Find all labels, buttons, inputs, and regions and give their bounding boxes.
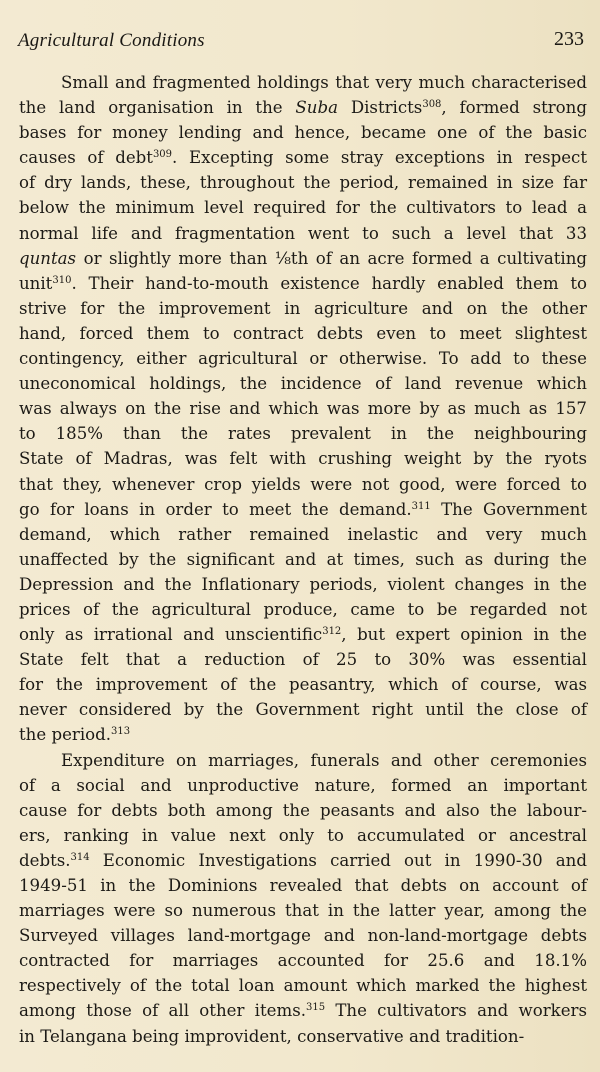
text-line xyxy=(19,572,587,597)
text-line xyxy=(19,271,587,296)
page-number: 233 xyxy=(554,28,584,50)
text-run: the period. xyxy=(19,725,112,745)
text-run: strive for the improvement in agriculture and on the other xyxy=(19,298,587,318)
text-line xyxy=(19,547,587,572)
text-run: only as irrational and unscientific xyxy=(19,625,323,645)
text-run: contingency, either agricultural or otherwise. To add to these xyxy=(19,349,587,369)
text-line xyxy=(19,898,587,923)
text-line xyxy=(19,798,587,823)
text-line xyxy=(19,472,587,497)
text-line xyxy=(19,848,587,873)
text-line xyxy=(19,296,587,321)
text-run: go for loans in order to meet the demand. xyxy=(19,499,412,519)
text-line xyxy=(19,773,587,798)
text-run: . Excepting some stray exceptions in respect xyxy=(172,148,588,168)
text-line xyxy=(19,346,587,371)
text-run: uneconomical holdings, the incidence of land revenue which xyxy=(19,374,587,394)
footnote-ref: 308 xyxy=(422,99,442,111)
text-line xyxy=(19,923,587,948)
text-run: causes of debt xyxy=(19,148,153,168)
text-run: to 185% than the rates prevalent in the neighbouring xyxy=(19,424,587,444)
text-run: State of Madras, was felt with crushing weight by the ryots xyxy=(19,449,587,469)
text-line xyxy=(19,371,587,396)
text-run: unit xyxy=(19,273,53,293)
text-run: bases for money lending and hence, became one of the basic xyxy=(19,123,587,143)
footnote-ref: 314 xyxy=(70,851,90,863)
text-line xyxy=(19,597,587,622)
text-run: the land organisation in the xyxy=(19,98,296,118)
text-run: cause for debts both among the peasants and also the labour- xyxy=(19,800,587,820)
italic-term: quntas xyxy=(19,248,77,268)
text-run: Small and fragmented holdings that very much characterised xyxy=(61,73,587,92)
text-run: The Government xyxy=(430,499,587,519)
text-run: of a social and unproductive nature, formed an important xyxy=(19,775,587,795)
text-line xyxy=(19,948,587,973)
text-run: debts. xyxy=(19,850,71,870)
text-line xyxy=(19,396,587,421)
text-run: . Their hand-to-mouth existence hardly enabled them to xyxy=(71,273,587,293)
text-run: , but expert opinion in the xyxy=(341,625,587,645)
text-run: State felt that a reduction of 25 to 30% was essential xyxy=(19,650,587,670)
text-run: demand, which rather remained inelastic and very much xyxy=(19,524,587,544)
footnote-ref: 309 xyxy=(152,149,173,161)
text-run: was always on the rise and which was more by as much as 157 xyxy=(19,399,587,419)
text-line xyxy=(19,522,587,547)
text-run: for the improvement of the peasantry, which of course, was xyxy=(19,675,587,695)
body-text xyxy=(19,70,587,1049)
footnote-ref: 315 xyxy=(305,1002,326,1014)
text-line xyxy=(19,497,587,522)
text-line xyxy=(19,823,587,848)
text-line xyxy=(19,221,587,246)
text-line xyxy=(19,421,587,446)
text-run: Districts xyxy=(338,98,423,118)
text-run: ers, ranking in value next only to accumulated or ancestral xyxy=(19,825,587,845)
text-line xyxy=(19,120,587,145)
text-run: in Telangana being improvident, conservative and tradition- xyxy=(19,1026,525,1046)
text-line xyxy=(19,973,587,998)
text-run: normal life and fragmentation went to such a level that 33 xyxy=(19,223,587,243)
text-line xyxy=(19,873,587,898)
text-line xyxy=(19,170,587,195)
text-run: The cultivators and workers xyxy=(325,1001,587,1021)
text-line xyxy=(19,998,587,1023)
text-line xyxy=(19,722,587,747)
text-run: never considered by the Government right until the close of xyxy=(19,700,587,720)
text-line xyxy=(19,195,587,220)
text-line xyxy=(19,748,587,773)
text-run: among those of all other items. xyxy=(19,1001,306,1021)
text-line xyxy=(19,1024,587,1049)
text-line xyxy=(19,697,587,722)
footnote-ref: 312 xyxy=(322,626,342,638)
text-run: marriages were so numerous that in the latter year, among the xyxy=(19,901,587,921)
text-run: of dry lands, these, throughout the period, remained in size far xyxy=(19,173,587,193)
text-run: below the minimum level required for the cultivators to lead a xyxy=(19,198,587,218)
text-line xyxy=(19,70,587,95)
text-run: that they, whenever crop yields were not good, were forced to xyxy=(19,474,587,494)
text-line xyxy=(19,622,587,647)
text-run: , formed strong xyxy=(441,98,587,118)
text-line xyxy=(19,95,587,120)
text-run: contracted for marriages accounted for 25.6 and 18.1% xyxy=(19,951,587,971)
text-line xyxy=(19,145,587,170)
text-run: respectively of the total loan amount which marked the highest xyxy=(19,976,587,996)
text-line xyxy=(19,647,587,672)
paragraph xyxy=(19,748,587,1049)
text-run: Economic Investigations carried out in 1990-30 and xyxy=(89,850,587,870)
page-header xyxy=(18,24,584,56)
footnote-ref: 310 xyxy=(52,274,72,286)
text-run: unaffected by the significant and at times, such as during the xyxy=(19,549,587,569)
text-run: Expenditure on marriages, funerals and other ceremonies xyxy=(61,750,587,770)
running-head: Agricultural Conditions xyxy=(18,30,205,51)
text-run: prices of the agricultural produce, came to be regarded not xyxy=(19,599,587,619)
text-run: 1949-51 in the Dominions revealed that debts on account of xyxy=(19,876,587,895)
text-run: Depression and the Inflationary periods, violent changes in the xyxy=(19,574,587,594)
italic-term: Suba xyxy=(295,98,338,118)
text-line xyxy=(19,246,587,271)
footnote-ref: 313 xyxy=(111,726,131,738)
text-run: Surveyed villages land-mortgage and non-land-mortgage debts xyxy=(19,926,587,946)
footnote-ref: 311 xyxy=(411,500,431,512)
text-line xyxy=(19,446,587,471)
text-run: or slightly more than ⅛th of an acre formed a cultivating xyxy=(76,248,587,268)
text-line xyxy=(19,321,587,346)
text-line xyxy=(19,672,587,697)
paragraph xyxy=(19,70,587,748)
text-run: hand, forced them to contract debts even to meet slightest xyxy=(19,323,587,343)
